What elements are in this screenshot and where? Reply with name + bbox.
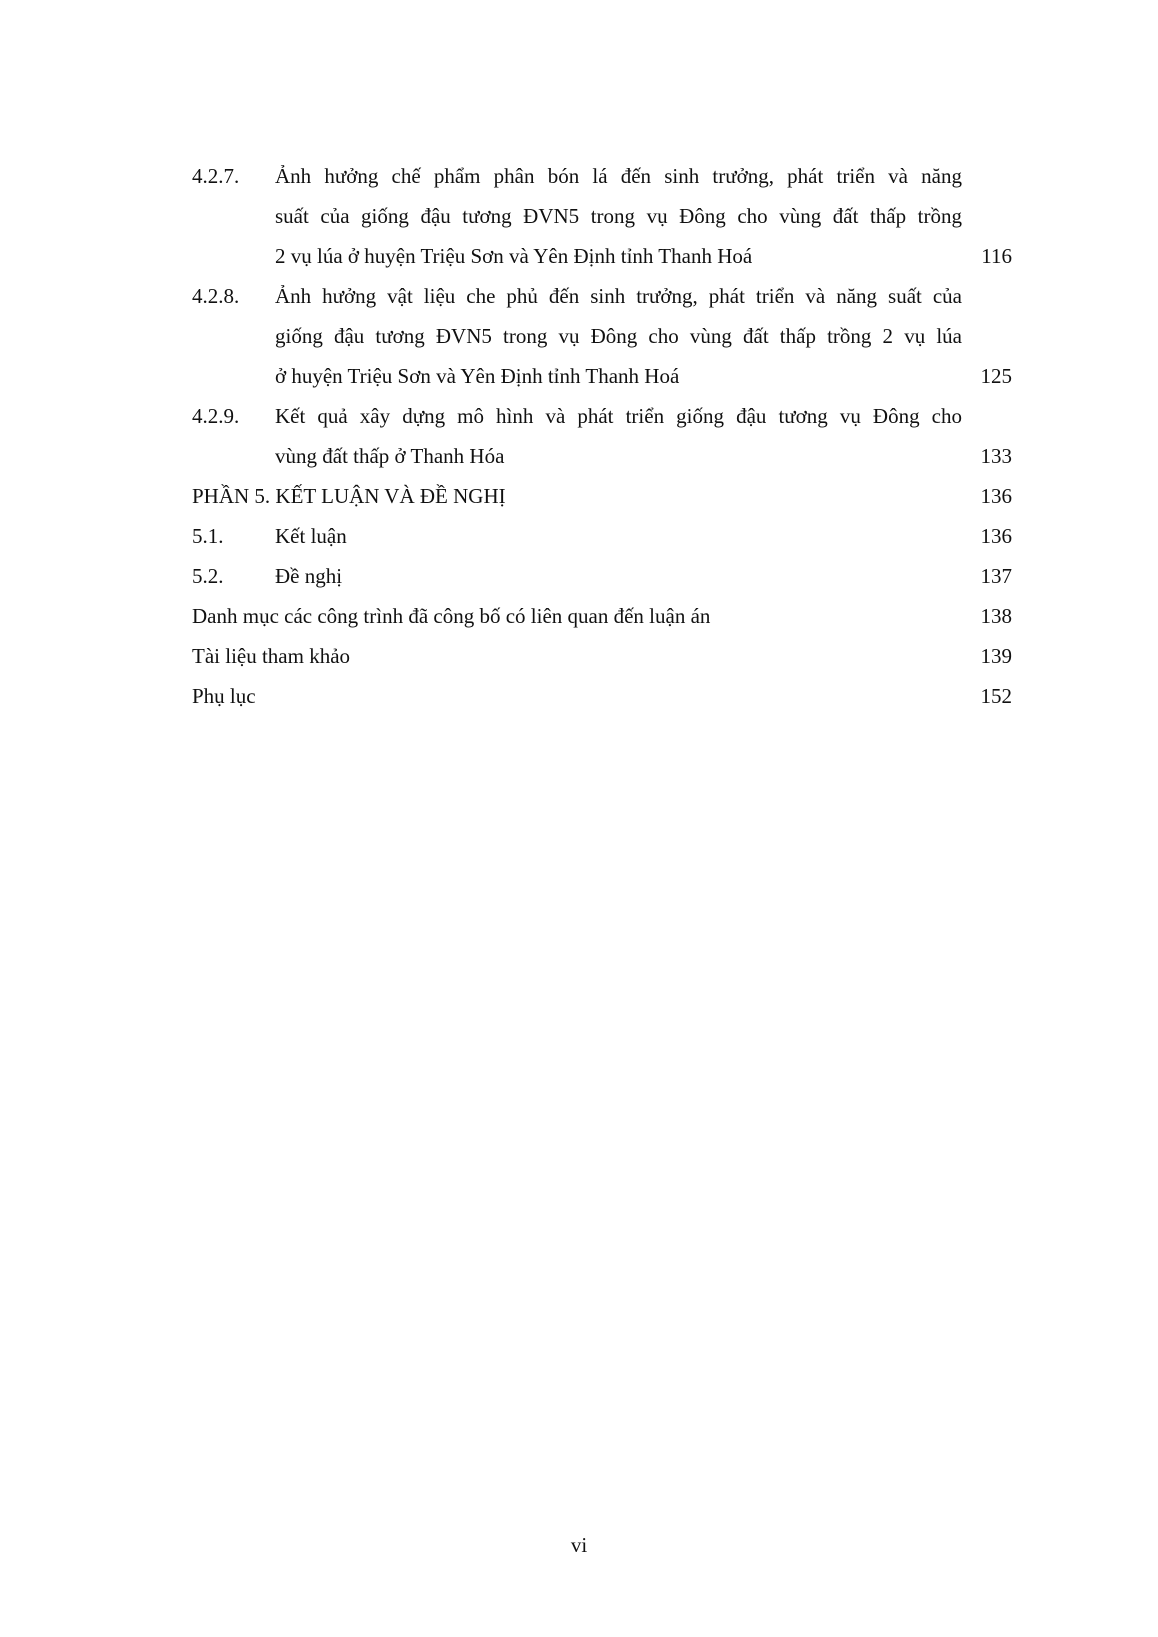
toc-entry-title: Danh mục các công trình đã công bố có liên quan đến luận án (192, 604, 711, 628)
page-number: vi (570, 1533, 588, 1557)
toc-entry-number: 5.2. (192, 564, 224, 588)
toc-entry-4-2-7 (192, 156, 1012, 276)
toc-entry-text-line: Ảnh hưởng vật liệu che phủ đến sinh trưởng, phát triển và năng suất của (275, 284, 962, 308)
toc-entry-text-line: ở huyện Triệu Sơn và Yên Định tỉnh Thanh Hoá (275, 364, 680, 388)
toc-entry-number: 4.2.7. (192, 164, 240, 188)
toc-entry-page: 116 (981, 244, 1012, 268)
toc-entry-5-2 (192, 556, 1012, 596)
toc-entry-page: 136 (980, 524, 1012, 548)
toc-entry-number: 5.1. (192, 524, 224, 548)
toc-entry-publications (192, 596, 1012, 636)
toc-entry-4-2-8 (192, 276, 1012, 396)
toc-entry-text-line: 2 vụ lúa ở huyện Triệu Sơn và Yên Định tỉnh Thanh Hoá (275, 244, 753, 268)
toc-entry-page: 138 (980, 604, 1012, 628)
toc-entry-number: 4.2.8. (192, 284, 240, 308)
toc-entry-page: 152 (980, 684, 1012, 708)
toc-entry-page: 133 (980, 444, 1012, 468)
toc-entry-page: 125 (980, 364, 1012, 388)
toc-entry-title: Đề nghị (275, 564, 343, 588)
toc-entry-number: 4.2.9. (192, 404, 240, 428)
toc-entry-5-1 (192, 516, 1012, 556)
toc-entry-text-line: Ảnh hưởng chế phẩm phân bón lá đến sinh trưởng, phát triển và năng (275, 164, 962, 188)
toc-entry-text-line: giống đậu tương ĐVN5 trong vụ Đông cho vùng đất thấp trồng 2 vụ lúa (275, 324, 962, 348)
toc-entry-page: 139 (980, 644, 1012, 668)
table-of-contents (192, 156, 1012, 716)
toc-entry-4-2-9 (192, 396, 1012, 476)
toc-entry-title: PHẦN 5. KẾT LUẬN VÀ ĐỀ NGHỊ (192, 484, 506, 508)
toc-entry-text-line: Kết quả xây dựng mô hình và phát triển giống đậu tương vụ Đông cho (275, 404, 962, 428)
toc-entry-part-5 (192, 476, 1012, 516)
toc-entry-title: Phụ lục (192, 684, 256, 708)
toc-entry-title: Tài liệu tham khảo (192, 644, 351, 668)
toc-entry-page: 137 (980, 564, 1012, 588)
toc-entry-references (192, 636, 1012, 676)
toc-entry-page: 136 (980, 484, 1012, 508)
toc-entry-text-line: vùng đất thấp ở Thanh Hóa (275, 444, 505, 468)
toc-entry-text-line: suất của giống đậu tương ĐVN5 trong vụ Đông cho vùng đất thấp trồng (275, 204, 962, 228)
toc-entry-title: Kết luận (275, 524, 347, 548)
toc-entry-appendix (192, 676, 1012, 716)
